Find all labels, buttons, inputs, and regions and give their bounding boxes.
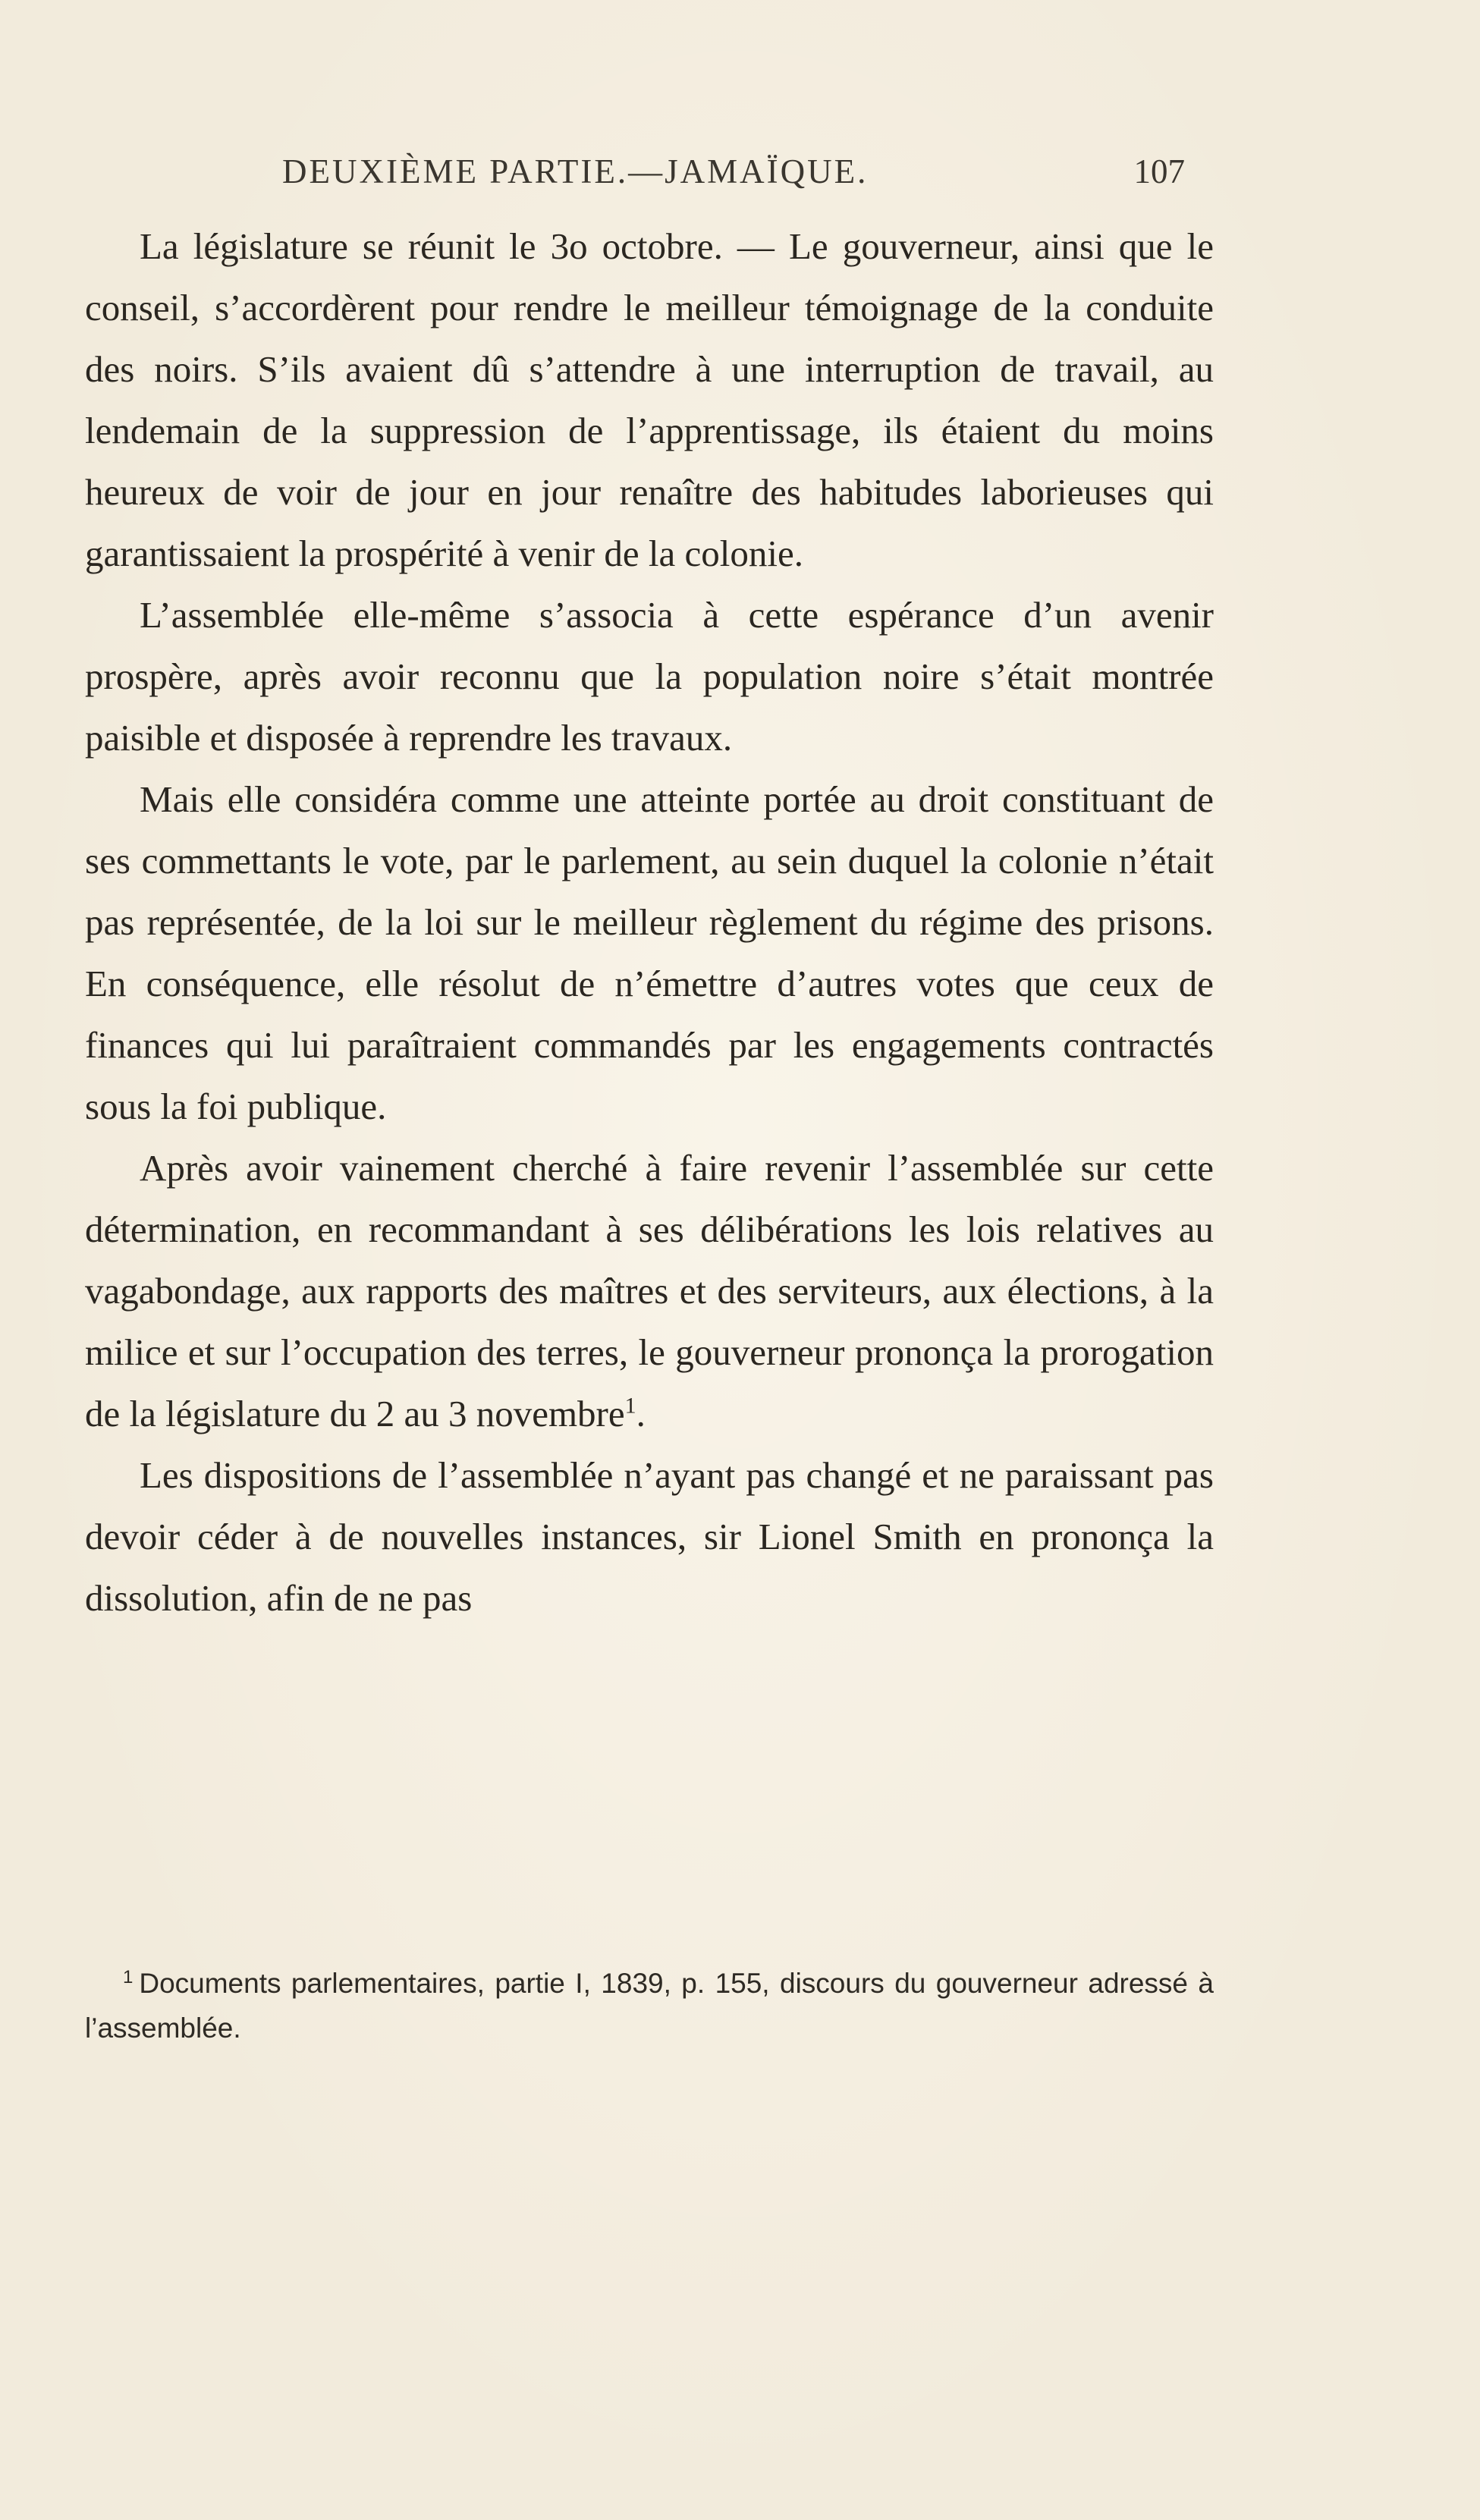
footnote-reference[interactable]: 1 — [624, 1393, 636, 1419]
running-title: DEUXIÈME PARTIE.—JAMAÏQUE. — [282, 152, 869, 190]
paragraph-assemblee — [85, 584, 1214, 768]
page-number: 107 — [1133, 152, 1185, 190]
footnote — [85, 1961, 1214, 2050]
paragraph-legislature — [85, 215, 1214, 584]
paragraph-dissolution — [85, 1444, 1214, 1629]
paragraph-text: L’assemblée elle-même s’associa à cette espérance d’un avenir prospère, après avoir reconnu que la population noire s’était montrée paisible et disposée à reprendre les travaux. — [85, 594, 1214, 759]
footnote-mark: 1 — [123, 1966, 134, 1987]
paragraph-prorogation — [85, 1137, 1214, 1444]
paragraph-text: Mais elle considéra comme une atteinte portée au droit constituant de ses commettants le vote, par le parlement, au sein duquel la colonie n’était pas représentée, de la loi sur le meilleur règlement du régime des prisons. En conséquence, elle résolut de n’émettre d’autres votes que ceux de finances qui lui paraîtraient commandés par les engagements contractés sous la foi publique. — [85, 778, 1214, 1127]
paragraph-text: Après avoir vainement cherché à faire revenir l’assemblée sur cette détermination, en recommandant à ses délibérations les lois relatives au vagabondage, aux rapports des maîtres et des serviteurs, aux élections, à la milice et sur l’occupation des terres, le gouverneur prononça la prorogation de la législature du 2 au 3 novembre — [85, 1147, 1214, 1434]
paragraph-text: Les dispositions de l’assemblée n’ayant pas changé et ne paraissant pas devoir céder à de nouvelles instances, sir Lionel Smith en prononça la dissolution, afin de ne pas — [85, 1454, 1214, 1619]
paragraph-tail: . — [636, 1393, 646, 1434]
paragraph-droit-constituant — [85, 768, 1214, 1137]
running-head — [282, 152, 1185, 205]
body-text — [85, 215, 1214, 1629]
paragraph-text: La législature se réunit le 3o octobre. — Le gouverneur, ainsi que le conseil, s’accordèrent pour rendre le meilleur témoignage de la conduite des noirs. S’ils avaient dû s’attendre à une interruption de travail, au lendemain de la suppression de l’apprentissage, ils étaient du moins heureux de voir de jour en jour renaître des habitudes laborieuses qui garantissaient la prospérité à venir de la colonie. — [85, 225, 1214, 574]
footnote-text: Documents parlementaires, partie I, 1839, p. 155, discours du gouverneur adressé à l’assemblée. — [85, 1968, 1214, 2044]
